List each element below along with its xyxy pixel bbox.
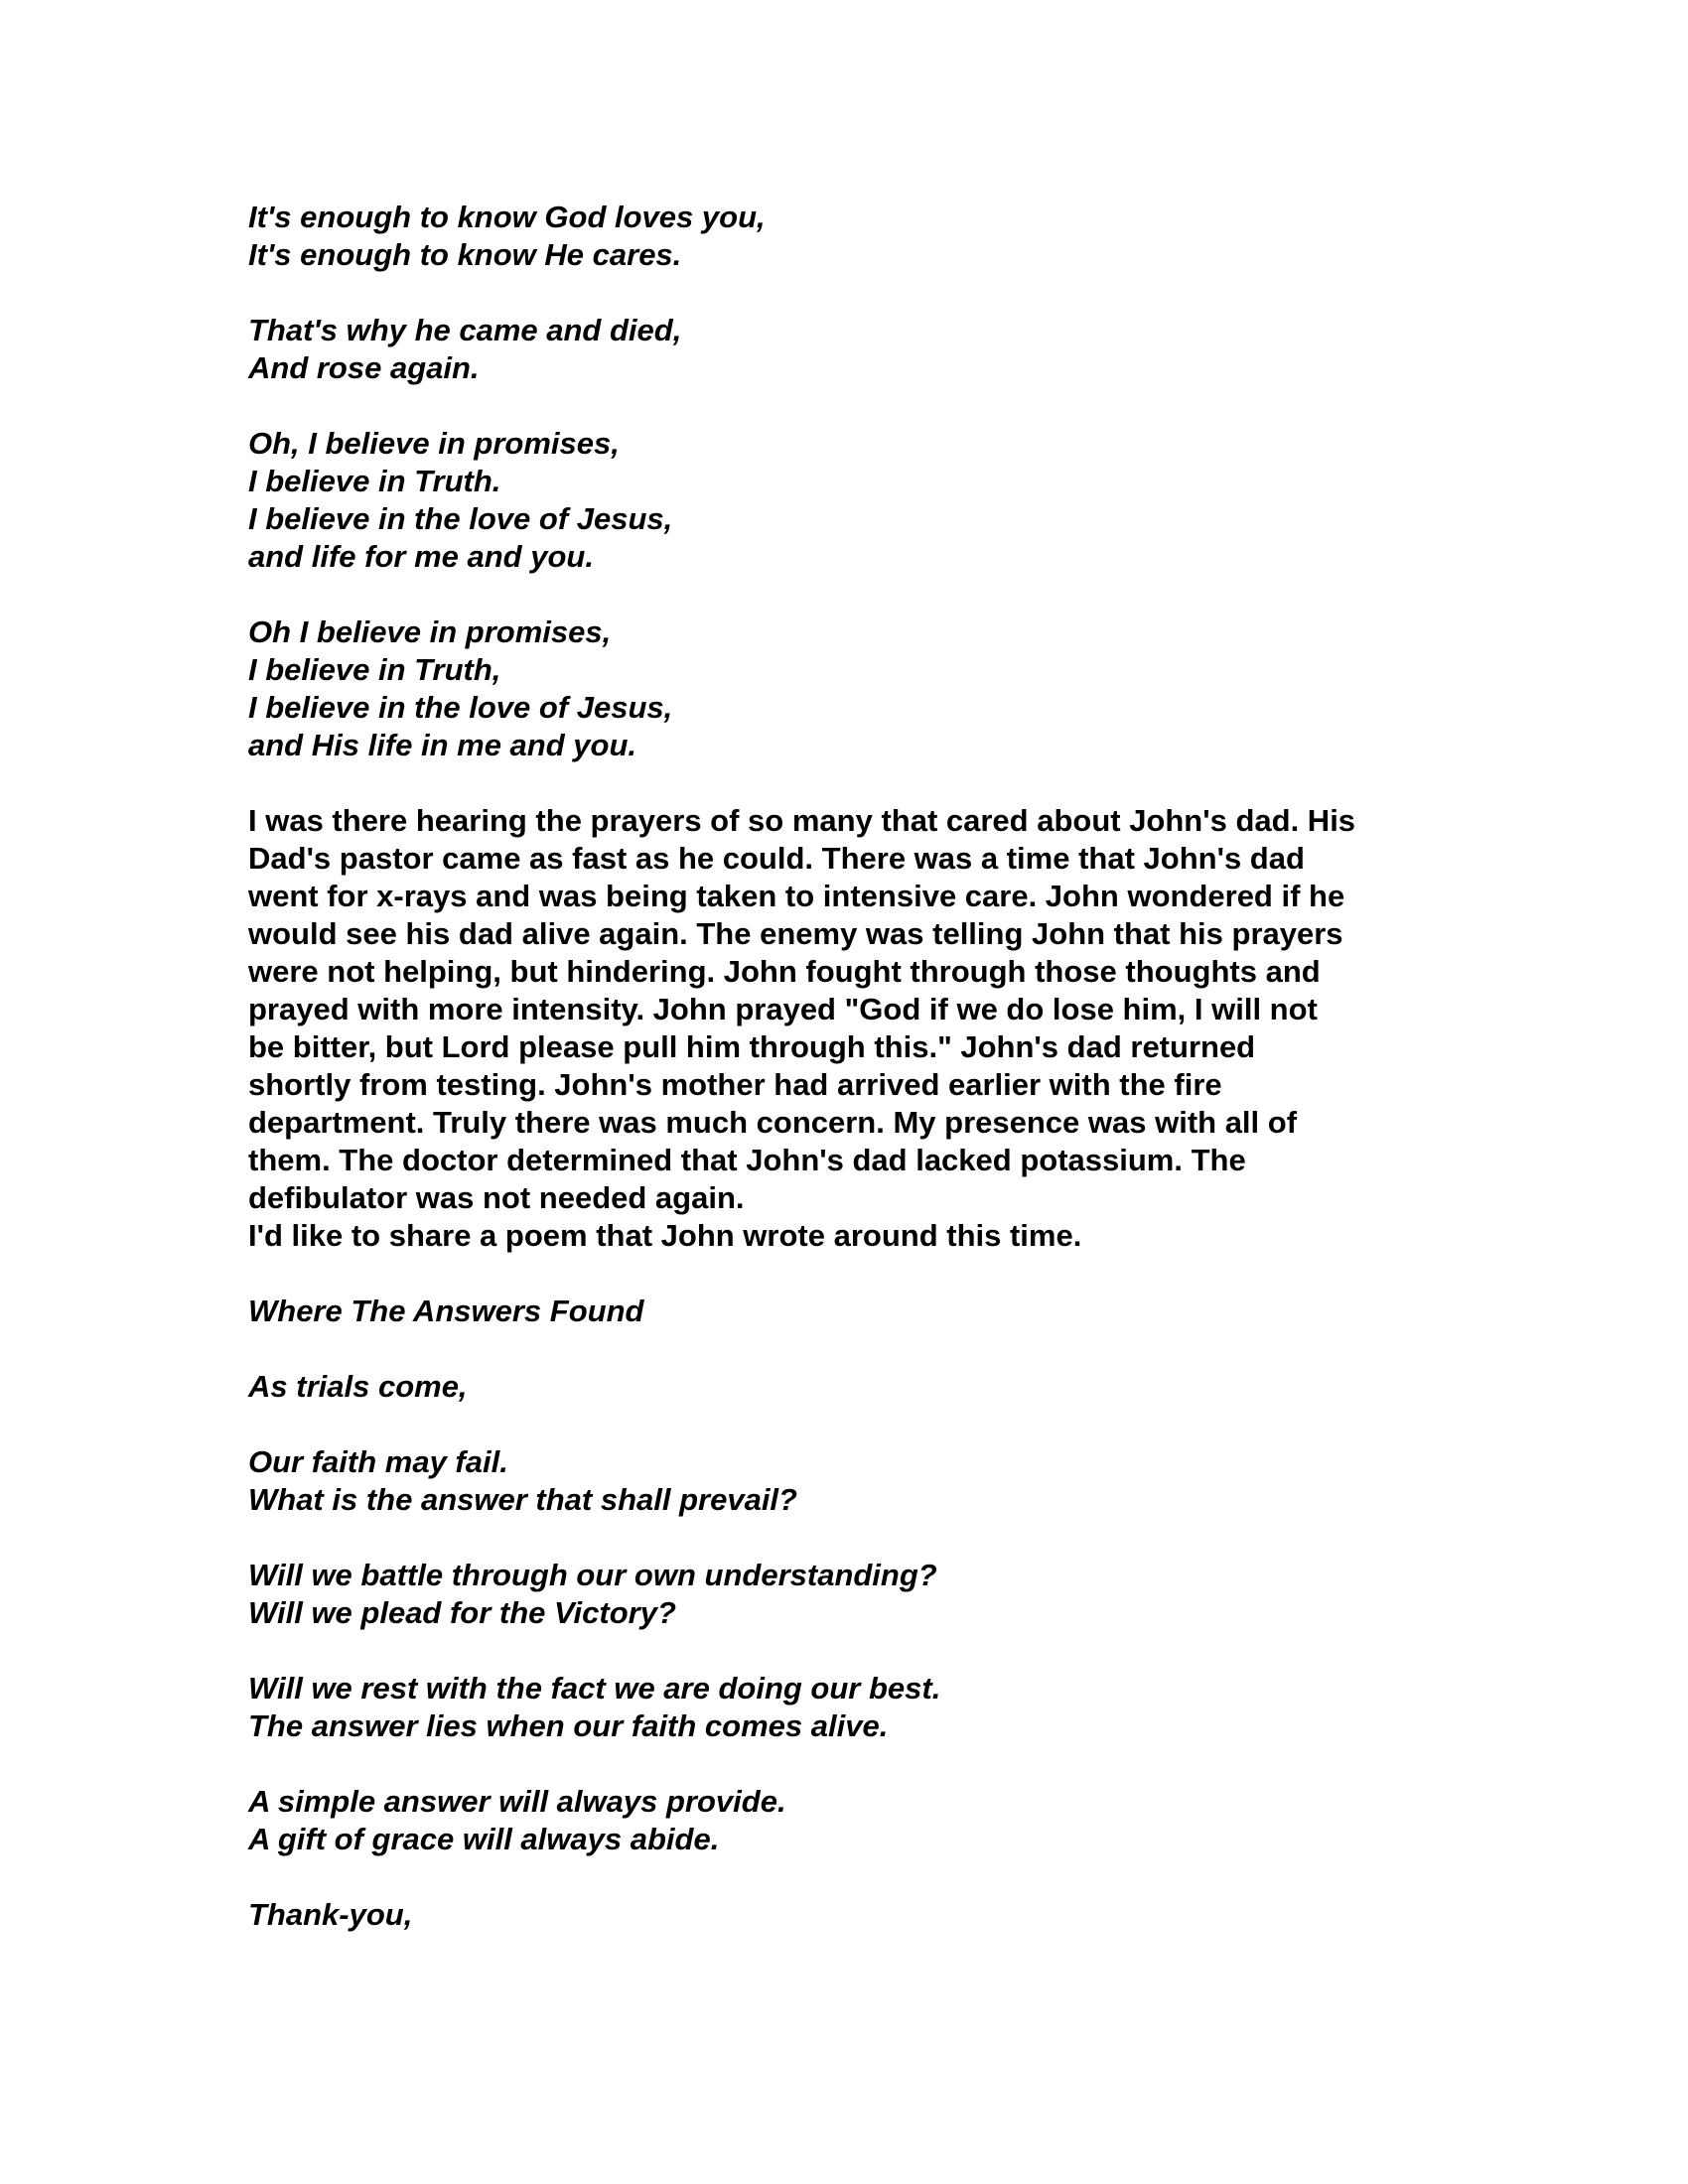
poem-line: and life for me and you. [248, 539, 594, 574]
prose-line: would see his dad alive again. The enemy was telling John that his prayers [248, 916, 1343, 951]
poem-stanza [248, 312, 1470, 387]
poem-line: Will we battle through our own understanding? [248, 1558, 937, 1592]
prose-line: were not helping, but hindering. John fought through those thoughts and [248, 954, 1321, 989]
poem-line: The answer lies when our faith comes alive. [248, 1708, 889, 1743]
poem-line: Oh I believe in promises, [248, 614, 612, 649]
poem-line: I believe in the love of Jesus, [248, 501, 673, 536]
poem-stanza [248, 425, 1470, 576]
prose-line: department. Truly there was much concern. My presence was with all of [248, 1105, 1298, 1140]
prose-line: went for x-rays and was being taken to intensive care. John wondered if he [248, 879, 1345, 913]
poem-stanza [248, 1670, 1470, 1745]
poem-title [248, 1293, 1470, 1330]
poem-line: And rose again. [248, 350, 480, 385]
poem-stanza [248, 614, 1470, 764]
poem-line: Will we rest with the fact we are doing our best. [248, 1671, 941, 1706]
poem-line: I believe in the love of Jesus, [248, 690, 673, 725]
poem-stanza [248, 1783, 1470, 1858]
poem-line: Oh, I believe in promises, [248, 426, 620, 461]
poem-line: A gift of grace will always abide. [248, 1822, 720, 1856]
prose-line: I was there hearing the prayers of so many that cared about John's dad. His [248, 803, 1356, 838]
poem-line: I believe in Truth. [248, 464, 501, 498]
prose-line: be bitter, but Lord please pull him through this." John's dad returned [248, 1029, 1256, 1064]
poem-line: What is the answer that shall prevail? [248, 1482, 797, 1517]
prose-line: defibulator was not needed again. [248, 1180, 745, 1215]
poem-line: It's enough to know God loves you, [248, 200, 766, 234]
prose-line: shortly from testing. John's mother had arrived earlier with the fire [248, 1067, 1222, 1102]
poem-line: That's why he came and died, [248, 313, 682, 347]
closing-signoff [248, 1896, 1470, 1934]
poem-stanza [248, 1443, 1470, 1519]
poem-stanza [248, 1557, 1470, 1632]
poem-line: A simple answer will always provide. [248, 1784, 786, 1819]
poem-stanza [248, 199, 1470, 274]
poem-title-text: Where The Answers Found [248, 1294, 644, 1328]
poem-line: Our faith may fail. [248, 1444, 508, 1479]
prose-line: Dad's pastor came as fast as he could. There was a time that John's dad [248, 841, 1305, 876]
poem-line: As trials come, [248, 1369, 468, 1404]
poem-stanza [248, 1368, 1470, 1406]
prose-line: prayed with more intensity. John prayed "God if we do lose him, I will not [248, 992, 1318, 1026]
page-content [248, 199, 1470, 1972]
prose-line: them. The doctor determined that John's dad lacked potassium. The [248, 1143, 1246, 1177]
poem-line: and His life in me and you. [248, 728, 637, 762]
poem-line: I believe in Truth, [248, 652, 501, 687]
poem-line: It's enough to know He cares. [248, 237, 682, 272]
narrative-paragraph [248, 802, 1470, 1255]
prose-line: I'd like to share a poem that John wrote around this time. [248, 1218, 1082, 1253]
signoff-text: Thank-you, [248, 1897, 413, 1932]
poem-line: Will we plead for the Victory? [248, 1595, 676, 1630]
